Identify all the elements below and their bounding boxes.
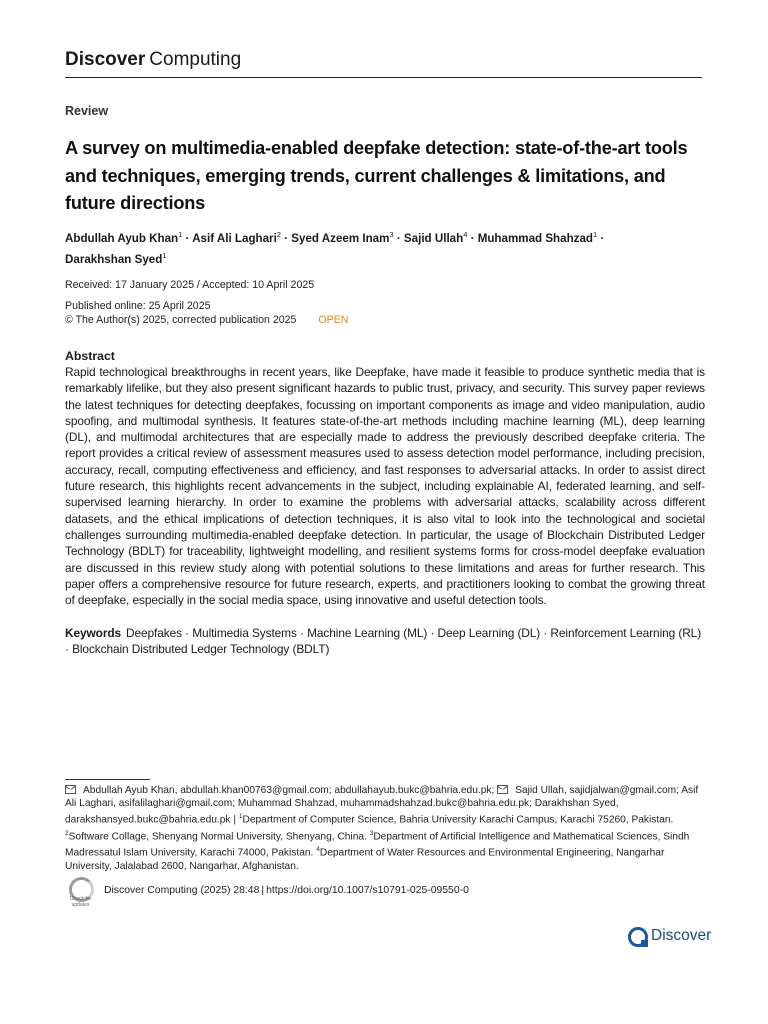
badge-line-1: Check for bbox=[69, 896, 92, 902]
affiliation-mark: 4 bbox=[463, 230, 468, 239]
affiliation-3: Department of Artificial Intelligence and Mathematical Sciences, Sindh Madressatul Islam University, Karachi 74000, Pakistan. bbox=[65, 831, 690, 859]
keywords-list: Deepfakes · Multimedia Systems · Machine Learning (ML) · Deep Learning (DL) · Reinforcement Learning (RL) · Blockchain Distributed Ledger Technology (BDLT) bbox=[65, 626, 702, 657]
envelope-icon bbox=[497, 785, 508, 794]
footnote-rule bbox=[65, 779, 150, 780]
received-accepted-dates: Received: 17 January 2025 / Accepted: 10 April 2025 bbox=[65, 279, 315, 291]
affiliation-mark: 1 bbox=[178, 230, 183, 239]
header-rule bbox=[65, 77, 702, 78]
article-type: Review bbox=[65, 104, 109, 118]
envelope-icon bbox=[65, 785, 76, 794]
author-name[interactable]: Abdullah Ayub Khan bbox=[65, 231, 179, 245]
copyright-line bbox=[65, 314, 348, 326]
discover-logo-word: Discover bbox=[651, 927, 712, 944]
abstract-text: Rapid technological breakthroughs in recent years, like Deepfake, have made it feasible to produce synthetic media that is remarkably lifelike, but they also present significant hazards to public trust, privacy, and security. This survey paper reviews the latest techniques for detecting deepfakes, focussing on important components as image and video manipulation, audio spoofing, and multimodal synthesis. It features state-of-the-art methods including machine learning (ML), deep learning (DL), and multimodal architectures that are especially made to address the previously described deepfake criteria. The report provides a critical review of assessment measures used to assess detection model performance, including precision, accuracy, recall, computing effectiveness and efficiency, and fast responses to adversarial attacks. In order to assist direct future research, this highlights recent advancements in the subject, including explainable AI, federated learning, and self-supervised learning hierarchy. In order to examine the problems with adversarial attacks, scalability across different datasets, and the ethical implications of detection techniques, it is also vital to look into the technological and societal challenges surrounding multimedia-enabled deepfake detection. In particular, the usage of Blockchain Distributed Ledger Technology (BDLT) for traceability, lightweight modelling, and resilient systems forms for cross-model deepfake evaluation are discussed in this review study along with potential solutions to these limitations and areas for further research. This paper offers a comprehensive resource for future research, experts, and practitioners looking to combat the growing threat of deepfake, especially in the social media space, using innovative and useful detection tools. bbox=[65, 365, 705, 608]
keywords-label: Keywords bbox=[65, 626, 122, 640]
affiliation-mark: 2 bbox=[276, 230, 281, 239]
citation-line: Discover Computing (2025) 28:48 | https://doi.org/10.1007/s10791-025-09550-0 bbox=[104, 885, 469, 896]
affiliation-mark: 1 bbox=[593, 230, 598, 239]
author-name[interactable]: Muhammad Shahzad bbox=[477, 231, 593, 245]
affiliation-4: Department of Water Resources and Environmental Engineering, Nangarhar University, Jalalabad 2600, Nangarhar, Afghanistan. bbox=[65, 847, 665, 872]
corresponding-author-1: Abdullah Ayub Khan, abdullah.khan00763@gmail.com; abdullahayub.bukc@bahria.edu.pk; bbox=[83, 785, 495, 796]
journal-header bbox=[65, 49, 241, 71]
keywords-section bbox=[65, 625, 705, 658]
journal-section: Computing bbox=[149, 49, 242, 70]
corresponding-author-2: Sajid Ullah, sajidjalwan@gmail.com; Asif Ali Laghari, asifalilaghari@gmail.com; Muhammad Shahzad, muhammadshahzad.bukc@bahria.edu.pk; Darakhshan Syed, darakshansyed.bukc@bahria.edu.pk | bbox=[65, 785, 699, 826]
author-name[interactable]: Asif Ali Laghari bbox=[192, 231, 277, 245]
author-name[interactable]: Darakhshan Syed bbox=[65, 252, 163, 266]
paper-title: A survey on multimedia-enabled deepfake detection: state-of-the-art tools and techniques, emerging trends, current challenges & limitations, and future directions bbox=[65, 138, 688, 213]
copyright-text: © The Author(s) 2025, corrected publication 2025 bbox=[65, 314, 297, 326]
author-name[interactable]: Syed Azeem Inam bbox=[291, 231, 390, 245]
affiliation-mark: 3 bbox=[389, 230, 394, 239]
abstract-heading: Abstract bbox=[65, 349, 115, 363]
affiliation-2: Software Collage, Shenyang Normal University, Shenyang, China. bbox=[68, 831, 367, 843]
badge-line-2: updates bbox=[71, 901, 90, 908]
author-list: Abdullah Ayub Khan$^1$ · Asif Ali Laghari$^2$ · Syed Azeem Inam$^3$ · Sajid Ullah$^4$ · Muhammad Shahzad$^1$ · Darakhshan Syed$^1$ bbox=[65, 230, 605, 266]
journal-citation: Discover Computing (2025) 28:48 bbox=[104, 885, 260, 896]
open-access-badge[interactable]: OPEN bbox=[318, 314, 349, 326]
discover-logo-icon bbox=[628, 927, 648, 947]
affiliation-mark: 1 bbox=[162, 250, 167, 260]
doi-link[interactable]: https://doi.org/10.1007/s10791-025-09550-0 bbox=[266, 885, 469, 896]
published-date: Published online: 25 April 2025 bbox=[65, 300, 211, 312]
check-for-updates-badge[interactable] bbox=[64, 876, 97, 909]
author-name[interactable]: Sajid Ullah bbox=[403, 231, 464, 245]
journal-brand: Discover bbox=[65, 49, 146, 70]
affiliation-1: Department of Computer Science, Bahria University Karachi Campus, Karachi 75260, Pakistan. bbox=[242, 814, 674, 826]
footnote: Abdullah Ayub Khan, abdullah.khan00763@gmail.com; abdullahayub.bukc@bahria.edu.pk; Sajid Ullah, sajidjalwan@gmail.com; Asif Ali Laghari, asifalilaghari@gmail.com; Muhammad Shahzad, muhammadshahzad.bukc@bahria.edu.pk; Darakhshan Syed, darakshansyed.bukc@bahria.edu.pk | $^1$Department of Computer Science, Bahria University Karachi Campus, Karachi 75260, Pakistan. $^2$Software Collage, Shenyang Normal University, Shenyang, China. $^3$Department of Artificial Intelligence and Mathematical Sciences, Sindh Madressatul Islam University, Karachi 74000, Pakistan. $^4$Department of Water Resources and Environmental Engineering, Nangarhar University, Jalalabad 2600, Nangarhar, Afghanistan. bbox=[65, 785, 699, 872]
